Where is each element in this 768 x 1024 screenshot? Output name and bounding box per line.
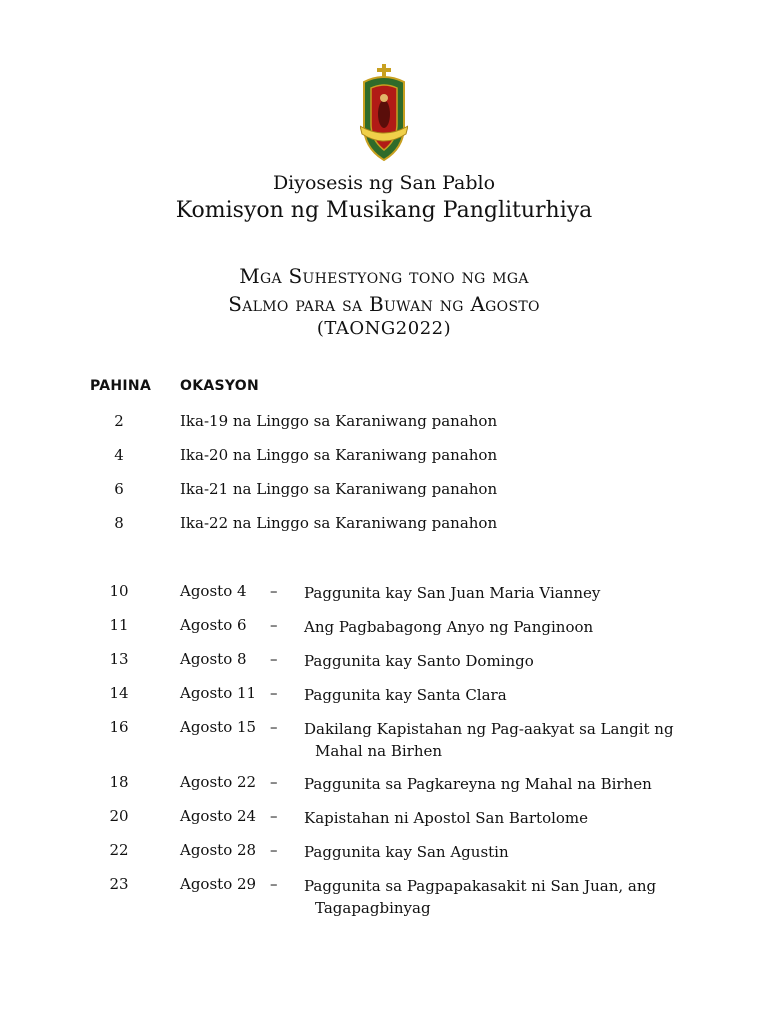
feast-date: Agosto 24 (180, 807, 257, 825)
feast-description: Paggunita kay Santa Clara (304, 686, 507, 704)
commission-name: Komisyon ng Musikang Pangliturhiya (175, 198, 593, 223)
feast-date: Agosto 29 (180, 875, 257, 893)
feast-description: Paggunita sa Pagpapakasakit ni San Juan, ang Tagapagbinyag (304, 877, 657, 917)
page-number: 13 (109, 650, 129, 668)
dash-separator: – (270, 718, 278, 736)
feast-date: Agosto 22 (180, 773, 257, 791)
feast-date: Agosto 4 (180, 582, 247, 600)
page-number: 8 (114, 514, 124, 532)
page-number: 23 (109, 875, 129, 893)
page-number: 18 (109, 773, 129, 791)
dash-separator: – (270, 773, 278, 791)
feast-date: Agosto 28 (180, 841, 257, 859)
occasion-text: Ika-20 na Linggo sa Karaniwang panahon (180, 446, 498, 464)
feast-description: Paggunita kay Santo Domingo (304, 652, 534, 670)
feast-description: Paggunita sa Pagkareyna ng Mahal na Birhen (304, 775, 652, 793)
occasion-text: Ika-19 na Linggo sa Karaniwang panahon (180, 412, 498, 430)
page-number: 20 (109, 807, 129, 825)
occasion-text: Ika-21 na Linggo sa Karaniwang panahon (180, 480, 498, 498)
feast-description: Paggunita kay San Agustin (304, 843, 509, 861)
document-year: (TAONG2022) (316, 318, 452, 339)
document-title-line2: Salmo para sa Buwan ng Agosto (228, 292, 540, 316)
document-title-line1: Mga Suhestyong tono ng mga (239, 264, 529, 288)
page-number: 6 (114, 480, 124, 498)
feast-description: Paggunita kay San Juan Maria Vianney (304, 584, 601, 602)
page-number: 2 (114, 412, 124, 430)
dash-separator: – (270, 616, 278, 634)
page-number: 11 (109, 616, 129, 634)
feast-date: Agosto 8 (180, 650, 247, 668)
feast-date: Agosto 6 (180, 616, 247, 634)
page-number: 4 (114, 446, 124, 464)
page-number: 10 (109, 582, 129, 600)
page-number: 16 (109, 718, 129, 736)
column-header-occasion: OKASYON (180, 378, 260, 394)
page-number: 14 (109, 684, 129, 702)
dash-separator: – (270, 807, 278, 825)
feast-date: Agosto 15 (180, 718, 257, 736)
column-header-page: PAHINA (90, 378, 152, 394)
dash-separator: – (270, 875, 278, 893)
feast-date: Agosto 11 (180, 684, 257, 702)
diocese-name: Diyosesis ng San Pablo (272, 172, 496, 194)
feast-description: Ang Pagbabagong Anyo ng Panginoon (304, 618, 594, 636)
diocese-emblem-icon (360, 64, 408, 164)
dash-separator: – (270, 841, 278, 859)
feast-description: Dakilang Kapistahan ng Pag-aakyat sa Langit ng Mahal na Birhen (304, 720, 674, 760)
occasion-text: Ika-22 na Linggo sa Karaniwang panahon (180, 514, 498, 532)
feast-description: Kapistahan ni Apostol San Bartolome (304, 809, 589, 827)
dash-separator: – (270, 684, 278, 702)
dash-separator: – (270, 582, 278, 600)
dash-separator: – (270, 650, 278, 668)
page-number: 22 (109, 841, 129, 859)
